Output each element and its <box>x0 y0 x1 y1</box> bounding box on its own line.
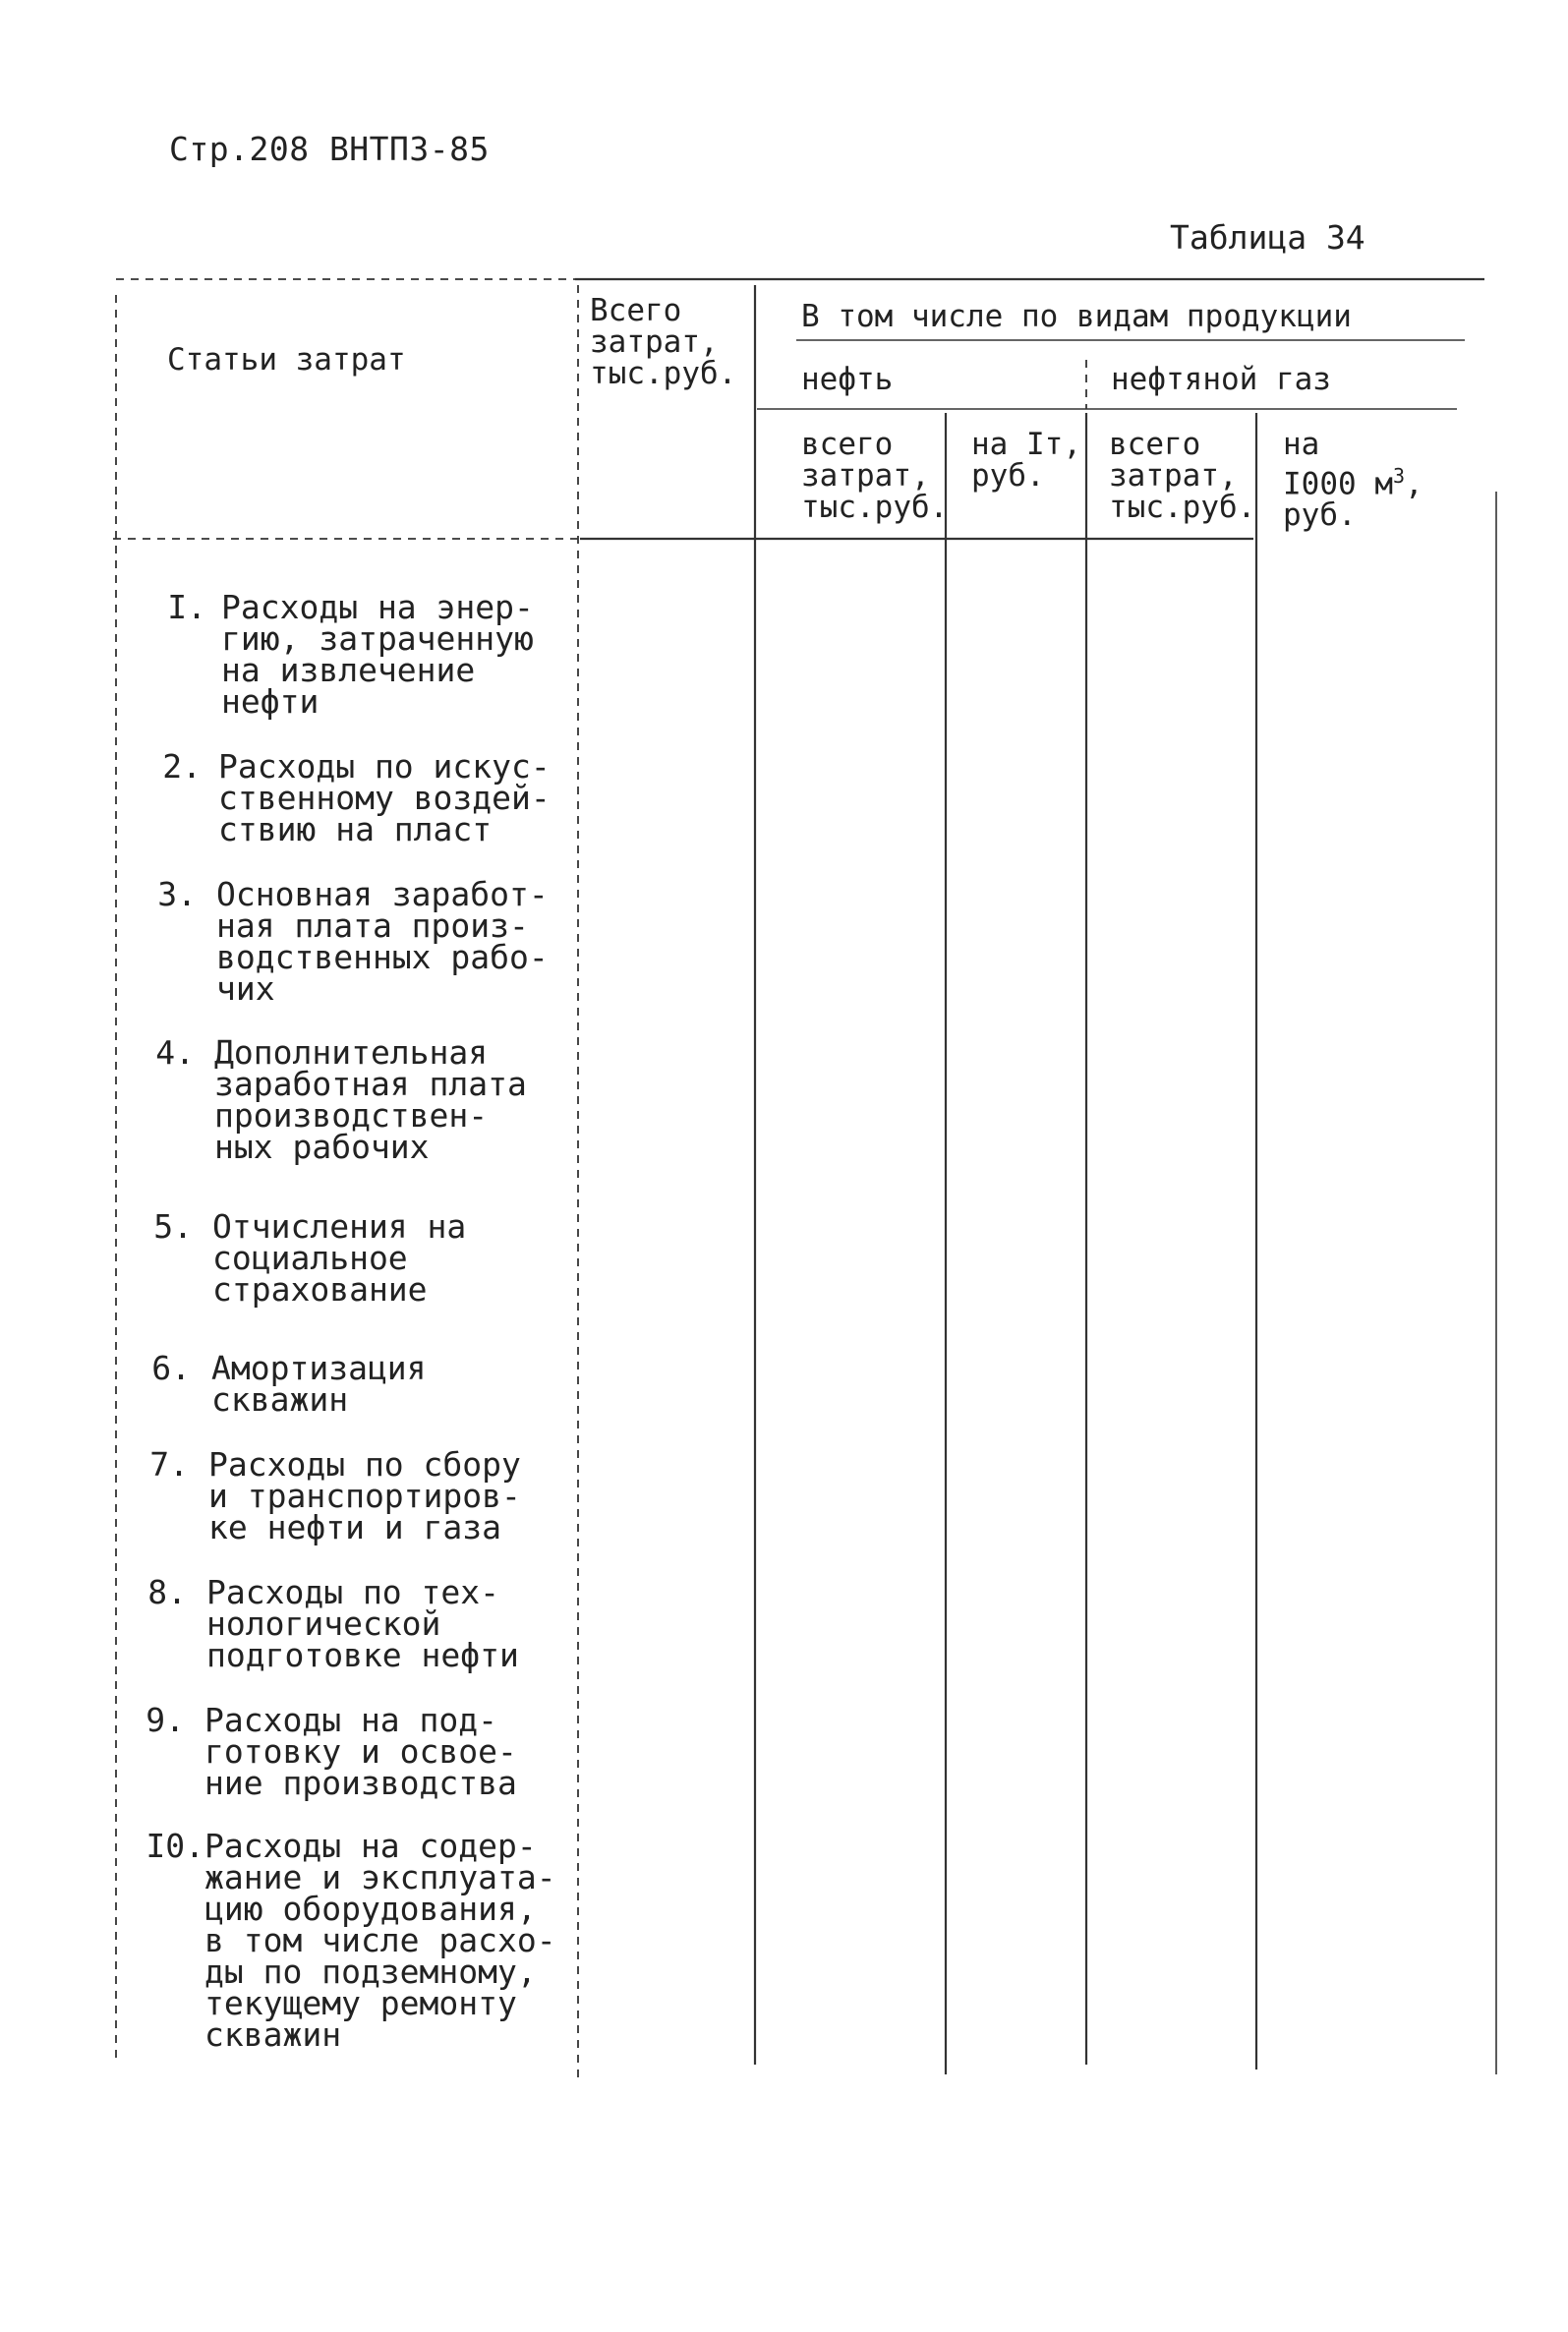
col-header-total: Всего затрат, тыс.руб. <box>590 293 737 391</box>
col-header-oil-total: всего затрат, тыс.руб. <box>801 427 949 525</box>
col-header-group: В том числе по видам продукции <box>801 299 1352 334</box>
col-header-items: Статьи затрат <box>167 342 406 378</box>
row-10-text: Расходы на содер- жание и эксплуата- цию оборудования, в том числе расхо- ды по подземному, текущему ремонту скважин <box>204 1827 556 2054</box>
row-6-number: 6. <box>151 1349 191 1387</box>
row-3-text: Основная заработ- ная плата произ- водственных рабо- чих <box>216 875 549 1008</box>
row-4-number: 4. <box>155 1033 195 1072</box>
col-header-gas: нефтяной газ <box>1111 362 1331 397</box>
row-5-number: 5. <box>153 1207 193 1246</box>
row-5-text: Отчисления на социальное страхование <box>212 1207 467 1309</box>
row-1-text: Расходы на энер- гию, затраченную на извлечение нефти <box>221 588 534 721</box>
row-3-number: 3. <box>157 875 197 913</box>
row-1-number: I. <box>167 588 206 626</box>
row-4-text: Дополнительная заработная плата производствен- ных рабочих <box>214 1033 527 1166</box>
col-header-oil-per-t: на Iт, руб. <box>971 427 1081 494</box>
row-2-number: 2. <box>162 747 202 786</box>
row-9-number: 9. <box>145 1701 185 1739</box>
row-8-number: 8. <box>147 1573 187 1611</box>
row-7-number: 7. <box>149 1445 189 1484</box>
row-9-text: Расходы на под- готовку и освое- ние производства <box>204 1701 517 1802</box>
row-6-text: Амортизация скважин <box>211 1349 427 1419</box>
col-header-oil: нефть <box>801 362 894 397</box>
row-2-text: Расходы по искус- ственному воздей- ствию на пласт <box>218 747 551 848</box>
page-reference: Стр.208 ВНТП3-85 <box>169 130 490 168</box>
col-header-gas-total: всего затрат, тыс.руб. <box>1109 427 1256 525</box>
row-10-number: I0. <box>145 1827 204 1865</box>
table-label: Таблица 34 <box>1170 218 1365 257</box>
row-8-text: Расходы по тех- нологической подготовке нефти <box>206 1573 519 1674</box>
col-header-gas-per-1000: на I000 $м^3$, руб. <box>1283 427 1423 534</box>
row-7-text: Расходы по сбору и транспортиров- ке нефти и газа <box>208 1445 521 1546</box>
